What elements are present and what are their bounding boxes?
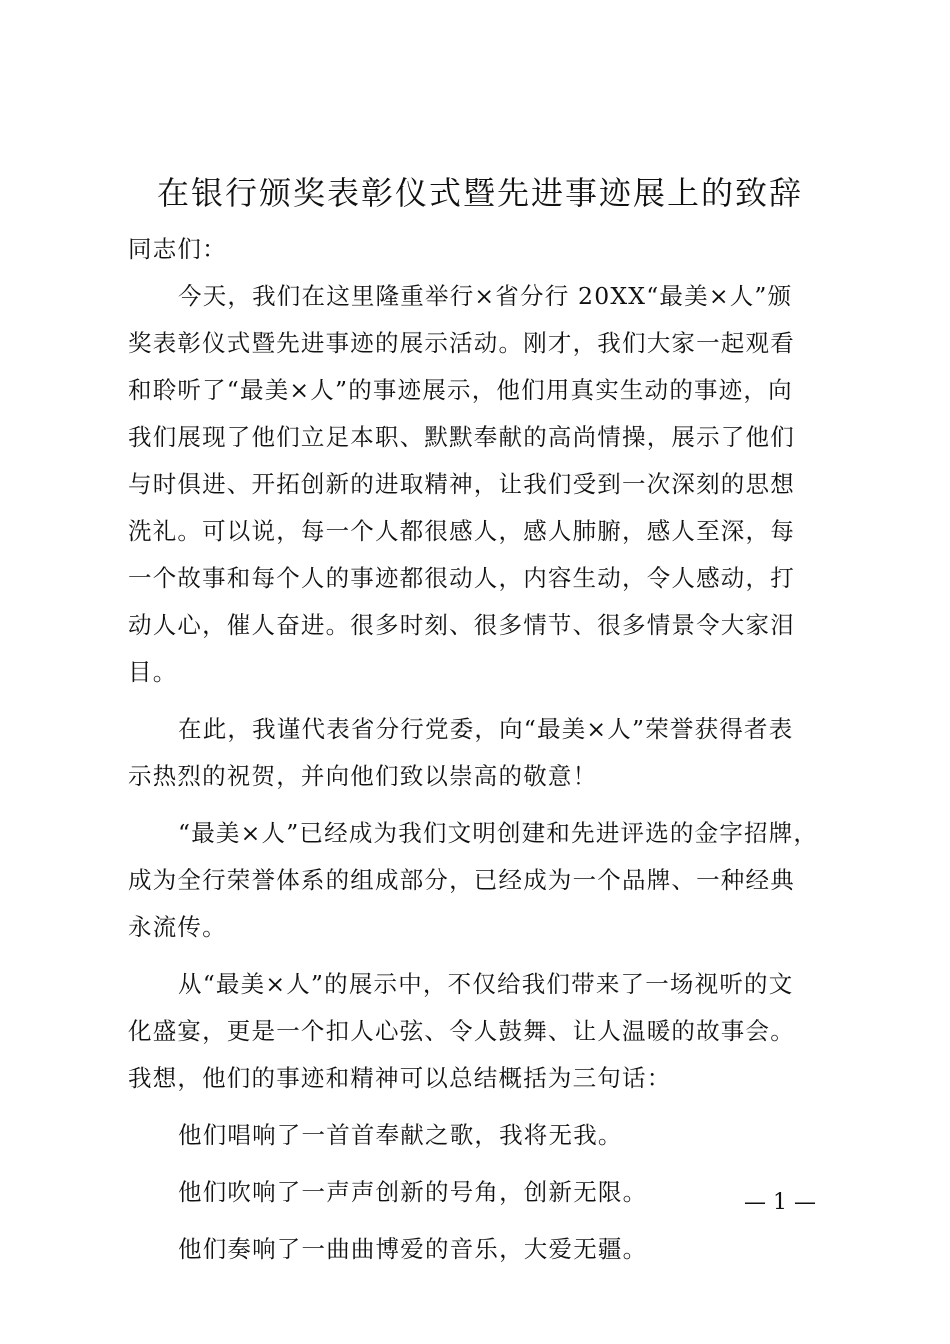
paragraph-line: 与时俱进、开拓创新的进取精神，让我们受到一次深刻的思想	[128, 470, 795, 498]
paragraph	[128, 1112, 828, 1159]
paragraph	[128, 1226, 828, 1273]
document-body	[128, 226, 828, 1273]
paragraph-line: 成为全行荣誉体系的组成部分，已经成为一个品牌、一种经典	[128, 866, 795, 894]
greeting: 同志们：	[128, 235, 227, 263]
paragraph-line: 我们展现了他们立足本职、默默奉献的高尚情操，展示了他们	[128, 423, 795, 451]
paragraph-line: 永流传。	[128, 913, 227, 941]
paragraph-line: 他们奏响了一曲曲博爱的音乐，大爱无疆。	[178, 1235, 648, 1263]
paragraph-line: 和聆听了“最美×人”的事迹展示，他们用真实生动的事迹，向	[128, 376, 793, 404]
page-number: — 1 —	[744, 1190, 816, 1215]
paragraph-line: “最美×人”已经成为我们文明创建和先进评选的金字招牌，	[178, 819, 819, 847]
paragraph	[128, 706, 828, 800]
paragraph-line: 动人心，催人奋进。很多时刻、很多情节、很多情景令大家泪	[128, 611, 795, 639]
paragraph-line: 从“最美×人”的展示中，不仅给我们带来了一场视听的文	[178, 970, 794, 998]
paragraph-line: 洗礼。可以说，每一个人都很感人，感人肺腑，感人至深，每	[128, 517, 795, 545]
paragraph-line: 奖表彰仪式暨先进事迹的展示活动。刚才，我们大家一起观看	[128, 329, 795, 357]
paragraph-line: 在此，我谨代表省分行党委，向“最美×人”荣誉获得者表	[178, 715, 794, 743]
paragraph-line: 今天，我们在这里隆重举行×省分行 20XX“最美×人”颁	[178, 282, 793, 310]
paragraph	[128, 810, 828, 951]
paragraph-line: 我想，他们的事迹和精神可以总结概括为三句话：	[128, 1064, 672, 1092]
paragraph-line: 他们唱响了一首首奉献之歌，我将无我。	[178, 1121, 623, 1149]
paragraph-line: 一个故事和每个人的事迹都很动人，内容生动，令人感动，打	[128, 564, 795, 592]
paragraph	[128, 273, 828, 696]
paragraph-line: 目。	[128, 658, 178, 686]
paragraph-line: 他们吹响了一声声创新的号角，创新无限。	[178, 1178, 648, 1206]
document-title: 在银行颁奖表彰仪式暨先进事迹展上的致辞	[156, 174, 803, 212]
paragraph-line: 示热烈的祝贺，并向他们致以崇高的敬意！	[128, 762, 598, 790]
paragraph-line: 化盛宴，更是一个扣人心弦、令人鼓舞、让人温暖的故事会。	[128, 1017, 795, 1045]
paragraph	[128, 1169, 828, 1216]
paragraph	[128, 961, 828, 1102]
